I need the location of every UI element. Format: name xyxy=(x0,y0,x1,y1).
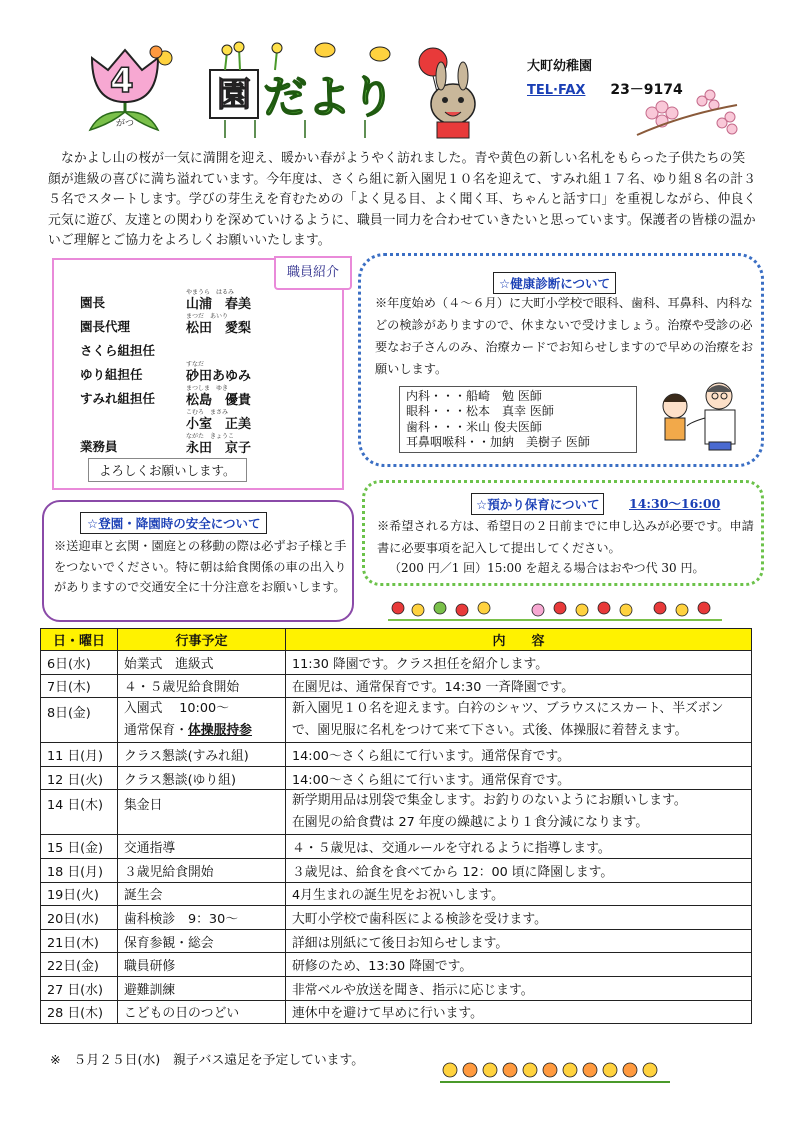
doctor-entry: 耳鼻咽喉科・・加納 美樹子 医師 xyxy=(406,434,590,449)
row-content: 11:30 降園です。クラス担任を紹介します。 xyxy=(286,651,752,675)
row-date: 19日(火) xyxy=(41,882,118,906)
row-event: 集金日 xyxy=(118,790,286,835)
staff-role: ゆり組担任 xyxy=(80,367,143,382)
row-date: 22日(金) xyxy=(41,953,118,977)
row-event: ３歳児給食開始 xyxy=(118,858,286,882)
doctor-list xyxy=(399,386,637,453)
doctor-checkup-illustration xyxy=(653,374,749,454)
row-content: 連休中を避けて早めに行います。 xyxy=(286,1000,752,1024)
care-fee-note: （200 円／1 回）15:00 を超える場合はおやつ代 30 円。 xyxy=(389,561,705,575)
staff-role: すみれ組担任 xyxy=(80,391,156,406)
health-body: ※年度始め（４～６月）に大町小学校で眼科、歯科、耳鼻科、内科などの検診がありますので、休まないで受けましょう。治療や受診の必要なお子さんのみ、治療カードでお知らせしますので早めの治療をお願いします。 xyxy=(375,296,754,376)
row-date: 7日(木) xyxy=(41,674,118,698)
row-event: 保育参観・総会 xyxy=(118,929,286,953)
row-event xyxy=(118,698,286,743)
month-number: 4 xyxy=(110,61,134,101)
table-row xyxy=(41,1000,752,1024)
staff-name: ながた きょうこ 永田 京子 xyxy=(186,433,252,456)
row-date: 15 日(金) xyxy=(41,835,118,859)
staff-name: すなだ 砂田あゆみ xyxy=(186,361,252,384)
staff-introduction-box xyxy=(52,258,344,490)
row-event: 歯科検診 9：30～ xyxy=(118,906,286,930)
tel-number: 23－9174 xyxy=(610,82,683,98)
school-name: 大町幼稚園 xyxy=(527,59,593,74)
staff-ruby: こむろ まさみ xyxy=(186,409,229,416)
safety-notice-box xyxy=(42,500,354,622)
doctor-entry: 眼科・・・松本 真幸 医師 xyxy=(406,404,554,419)
flower-footer-illustration xyxy=(440,1058,670,1086)
table-row xyxy=(41,766,752,790)
staff-ruby: まつだ あいり xyxy=(186,313,229,320)
svg-text:だより: だより xyxy=(263,72,395,123)
staff-name: まつだ あいり 松田 愛梨 xyxy=(186,313,252,336)
extended-care-box xyxy=(362,480,764,586)
safety-title: ☆登園・降園時の安全について xyxy=(80,512,267,534)
row-event: 交通指導 xyxy=(118,835,286,859)
staff-role: 業務員 xyxy=(80,439,118,454)
row-content-line: 新学期用品は別袋で集金します。お釣りのないようにお願いします。 xyxy=(292,793,687,809)
row-content: 大町小学校で歯科医による検診を受けます。 xyxy=(286,906,752,930)
cherry-blossom-illustration xyxy=(632,85,742,140)
svg-text:園: 園 xyxy=(217,75,251,115)
row-date: 20日(水) xyxy=(41,906,118,930)
gym-clothes-note: 体操服持参 xyxy=(187,723,252,739)
staff-role: 園長 xyxy=(80,295,106,310)
row-content: 研修のため、13:30 降園です。 xyxy=(286,953,752,977)
row-date: 8日(金) xyxy=(41,698,118,743)
row-content: 新入園児１０名を迎えます。白衿のシャツ、ブラウスにスカート、半ズボンで、園児服に名札をつけて来て下さい。式後、体操服に着替えます。 xyxy=(286,698,752,743)
staff-role: さくら組担任 xyxy=(80,343,156,358)
row-content: ３歳児は、給食を食べてから 12：00 頃に降園します。 xyxy=(286,858,752,882)
table-row xyxy=(41,835,752,859)
care-title: ☆預かり保育について xyxy=(471,493,604,515)
flower-border-illustration xyxy=(388,598,722,624)
row-event: 誕生会 xyxy=(118,882,286,906)
row-event: 始業式 進級式 xyxy=(118,651,286,675)
table-row xyxy=(41,976,752,1000)
row-event: 避難訓練 xyxy=(118,976,286,1000)
staff-ruby: ながた きょうこ xyxy=(186,433,235,440)
column-header-date: 日・曜日 xyxy=(41,629,118,651)
row-date: 27 日(水) xyxy=(41,976,118,1000)
staff-ruby: やまうら はるみ xyxy=(186,289,235,296)
column-header-content: 内 容 xyxy=(286,629,752,651)
row-date: 12 日(火) xyxy=(41,766,118,790)
doctor-entry: 内科・・・船崎 勉 医師 xyxy=(406,389,542,403)
table-row xyxy=(41,674,752,698)
row-date: 18 日(月) xyxy=(41,858,118,882)
staff-role: 園長代理 xyxy=(80,319,131,334)
row-date: 14 日(木) xyxy=(41,790,118,835)
bus-trip-footnote: ※ ５月２５日(水) 親子バス遠足を予定しています。 xyxy=(50,1053,365,1068)
title-illustration xyxy=(205,40,480,140)
row-date: 11 日(月) xyxy=(41,743,118,767)
health-title: ☆健康診断について xyxy=(493,272,616,294)
table-row xyxy=(41,953,752,977)
table-row xyxy=(41,743,752,767)
table-row xyxy=(41,651,752,675)
care-body: ※希望される方は、希望日の２日前までに申し込みが必要です。申請書に必要事項を記入して提出してください。 xyxy=(377,519,754,555)
table-row xyxy=(41,858,752,882)
intro-paragraph: なかよし山の桜が一気に満開を迎え、暖かい春がようやく訪れました。青や黄色の新しい名札をもらった子供たちの笑顔が進級の喜びに満ち溢れています。今年度は、さくら組に新入園児１０名を迎えて、すみれ組１７名、ゆり組８名の計３５名でスタートします。学びの芽生えを育むための「よく見る目、よく聞く耳、ちゃんと話す口」を重視しながら、仲良く元気に遊び、友達との関わりを深めていけるように、職員一同力を合わせていきたいと思っています。保護者の皆様の温かいご理解とご協力をよろしくお願いいたします。 xyxy=(48,151,757,248)
row-event-line: 入園式 10:00～ xyxy=(124,701,229,717)
row-event: クラス懇談(ゆり組) xyxy=(118,766,286,790)
table-row xyxy=(41,929,752,953)
row-content: 非常ベルや放送を聞き、指示に応じます。 xyxy=(286,976,752,1000)
doctor-entry: 歯科・・・米山 俊夫医師 xyxy=(406,419,542,434)
care-hours: 14:30～16:00 xyxy=(629,496,721,511)
row-content: 4月生まれの誕生児をお祝いします。 xyxy=(286,882,752,906)
row-content: 14:00～さくら組にて行います。通常保育です。 xyxy=(286,743,752,767)
event-schedule-table xyxy=(40,628,752,1024)
row-event: ４・５歳児給食開始 xyxy=(118,674,286,698)
row-date: 6日(水) xyxy=(41,651,118,675)
table-row xyxy=(41,882,752,906)
row-content: ４・５歳児は、交通ルールを守れるように指導します。 xyxy=(286,835,752,859)
month-suffix: がつ xyxy=(116,119,135,129)
row-event: 職員研修 xyxy=(118,953,286,977)
row-content-line: 在園児の給食費は 27 年度の繰越により１食分減になります。 xyxy=(292,815,649,831)
table-row xyxy=(41,906,752,930)
staff-tag: 職員紹介 xyxy=(274,256,352,290)
health-check-box xyxy=(358,253,764,467)
table-row xyxy=(41,698,752,743)
row-date: 28 日(木) xyxy=(41,1000,118,1024)
table-row xyxy=(41,790,752,835)
staff-name: まつしま ゆき 松島 優貴 xyxy=(186,385,252,408)
row-content: 在園児は、通常保育です。14:30 一斉降園です。 xyxy=(286,674,752,698)
row-date: 21日(木) xyxy=(41,929,118,953)
staff-ruby: まつしま ゆき xyxy=(186,385,229,392)
april-tulip-logo xyxy=(70,40,180,135)
column-header-event: 行事予定 xyxy=(118,629,286,651)
staff-ruby: すなだ xyxy=(186,361,205,368)
staff-name: やまうら はるみ 山浦 春美 xyxy=(186,289,252,312)
row-event: クラス懇談(すみれ組) xyxy=(118,743,286,767)
tel-label: TEL·FAX xyxy=(527,83,586,98)
staff-greeting: よろしくお願いします。 xyxy=(88,458,247,482)
safety-body: ※送迎車と玄関・園庭との移動の際は必ずお子様と手をつないでください。特に朝は給食関係の車の出入りがありますので交通安全に十分注意をお願いします。 xyxy=(54,539,347,594)
row-content xyxy=(286,790,752,835)
row-event-line: 通常保育・体操服持参 xyxy=(124,723,252,739)
row-event: こどもの日のつどい xyxy=(118,1000,286,1024)
staff-name: こむろ まさみ 小室 正美 xyxy=(186,409,252,432)
row-content: 14:00～さくら組にて行います。通常保育です。 xyxy=(286,766,752,790)
row-content: 詳細は別紙にて後日お知らせします。 xyxy=(286,929,752,953)
table-header-row xyxy=(41,629,752,651)
